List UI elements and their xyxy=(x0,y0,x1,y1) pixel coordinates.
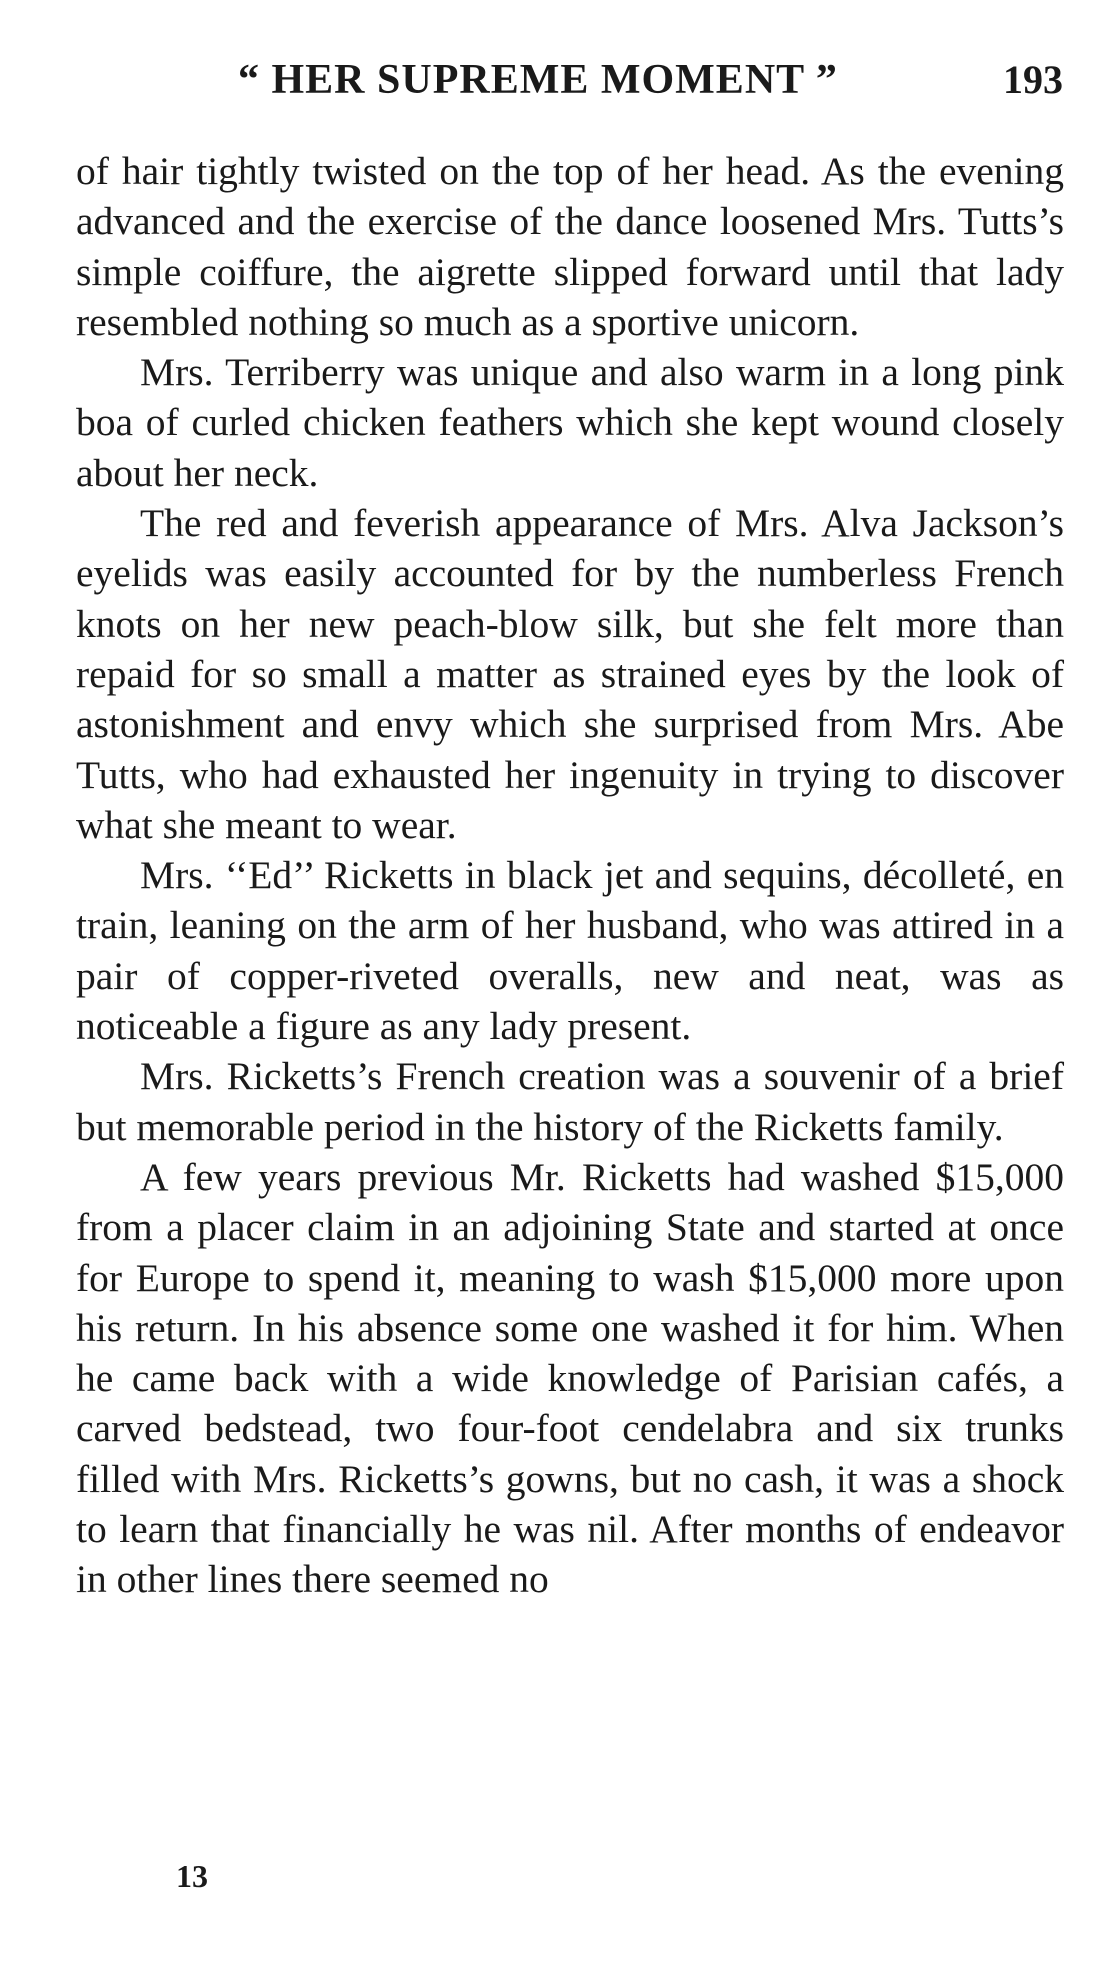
paragraph-alva-jackson: The red and feverish appearance of Mrs. Alva Jackson’s eyelids was easily accounted for by the numberless French knots on her new peach-blow silk, but she felt more than repaid for so small a matter as strained eyes by the look of astonishment and envy which she surprised from Mrs. Abe Tutts, who had exhausted her ingenuity in trying to discover what she meant to wear. xyxy=(76,501,1064,847)
paragraph-french-creation: Mrs. Ricketts’s French creation was a souvenir of a brief but memorable period in the history of the Ricketts family. xyxy=(76,1054,1064,1149)
paragraph-terriberry: Mrs. Terriberry was unique and also warm in a long pink boa of curled chicken feathers which she kept wound closely about her neck. xyxy=(76,350,1064,495)
running-title: “ HER SUPREME MOMENT ” xyxy=(238,57,838,103)
signature-mark: 13 xyxy=(176,1858,208,1894)
page-number: 193 xyxy=(1003,57,1063,102)
page-header xyxy=(78,56,1063,108)
paragraph-continued: of hair tightly twisted on the top of her head. As the evening advanced and the exercise of the dance loosened Mrs. Tutts’s simple coiffure, the aigrette slipped forward until that lady resembled nothing so much as a sportive unicorn. xyxy=(76,149,1064,344)
paragraph-placer-claim: A few years previous Mr. Ricketts had washed $15,000 from a placer claim in an adjoining State and started at once for Europe to spend it, meaning to wash $15,000 more upon his return. In his absence some one washed it for him. When he came back with a wide knowledge of Parisian cafés, a carved bedstead, two four-foot cendelabra and six trunks filled with Mrs. Ricketts’s gowns, but no cash, it was a shock to learn that financially he was nil. After months of endeavor in other lines there seemed no xyxy=(76,1154,1064,1602)
body-text xyxy=(76,146,1064,1605)
paragraph-ed-ricketts: Mrs. ‘‘Ed’’ Ricketts in black jet and sequins, décolleté, en train, leaning on the arm of her husband, who was attired in a pair of copper-riveted overalls, new and neat, was as noticeable a figure as any lady present. xyxy=(76,853,1064,1049)
